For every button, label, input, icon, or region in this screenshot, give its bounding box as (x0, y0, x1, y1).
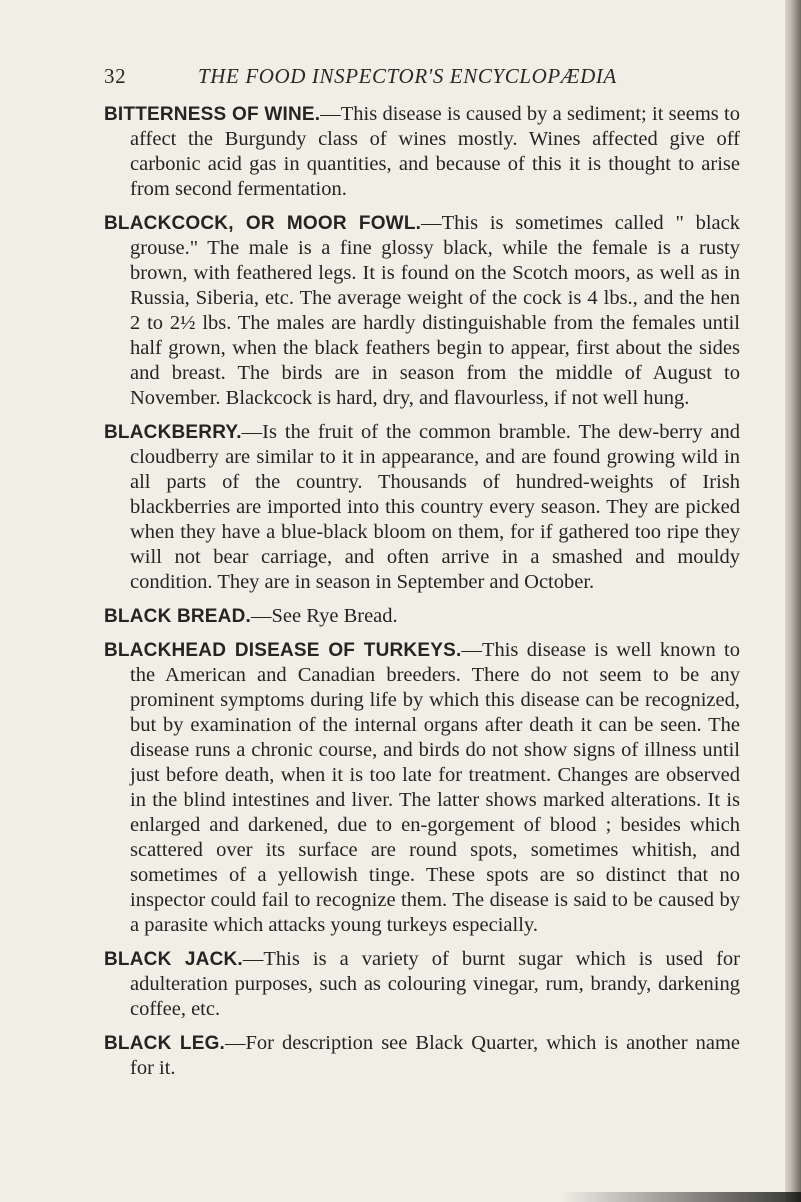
entry-headword: BLACK LEG. (104, 1033, 226, 1054)
entry-text: —This is a variety of burnt sugar which is used for adulteration purposes, such as colouring vinegar, rum, brandy, darkening coffee, etc. (130, 948, 740, 1020)
entry-text: —For description see Black Quarter, which is another name for it. (130, 1032, 740, 1079)
entry-text: —This is sometimes called " black grouse." The male is a fine glossy black, while the female is a rusty brown, with feathered legs. It is found on the Scotch moors, as well as in Russia, Siberia, etc. The average weight of the cock is 4 lbs., and the hen 2 to 2½ lbs. The males are hardly distinguishable from the females until half grown, when the black feathers begin to appear, first about the sides and breast. The birds are in season from the middle of August to November. Blackcock is hard, dry, and flavourless, if not well hung. (130, 212, 740, 409)
entry-headword: BITTERNESS OF WINE. (104, 104, 321, 125)
page-number: 32 (104, 64, 127, 88)
entry-headword: BLACKCOCK, OR MOOR FOWL. (104, 213, 422, 234)
entry-text: —This disease is well known to the American and Canadian breeders. There do not seem to be any prominent symptoms during life by which this disease can be recognized, but by examination of the internal organs after death it can be seen. The disease runs a chronic course, and birds do not show signs of illness until just before death, when it is too late for treatment. Changes are observed in the blind intestines and liver. The latter shows marked alterations. It is enlarged and darkened, due to en-gorgement of blood ; besides which scattered over its surface are round spots, sometimes whitish, and sometimes of a yellowish tinge. These spots are so distinct that no inspector could fail to recognize them. The disease is said to be caused by a parasite which attacks young turkeys especially. (130, 639, 740, 936)
entry-text: —See Rye Bread. (251, 605, 398, 627)
entry-text: —Is the fruit of the common bramble. The dew-berry and cloudberry are similar to it in appearance, and are found growing wild in all parts of the country. Thousands of hundred-weights of Irish blackberries are imported into this country every season. They are picked when they have a blue-black bloom on them, for if gathered too ripe they will not bear carriage, and often arrive in a smashed and mouldy condition. They are in season in September and October. (130, 421, 740, 593)
entry-black-bread (104, 604, 740, 629)
entry-bitterness-of-wine (104, 102, 740, 202)
entry-blackberry (104, 420, 740, 595)
running-title: THE FOOD INSPECTOR'S ENCYCLOPÆDIA (198, 64, 617, 88)
bottom-edge-shadow (560, 1192, 801, 1202)
entry-headword: BLACK JACK. (104, 949, 243, 970)
page-header (104, 64, 704, 94)
entry-headword: BLACKHEAD DISEASE OF TURKEYS. (104, 640, 462, 661)
entry-headword: BLACK BREAD. (104, 606, 252, 627)
page-edge-shadow (785, 0, 801, 1202)
entry-blackhead-disease (104, 638, 740, 938)
encyclopedia-entries (104, 102, 740, 1090)
entry-blackcock (104, 211, 740, 411)
entry-text: —This disease is caused by a sediment; it seems to affect the Burgundy class of wines mostly. Wines affected give off carbonic acid gas in quantities, and because of this it is thought to arise from second fermentation. (130, 103, 740, 200)
entry-black-jack (104, 947, 740, 1022)
entry-black-leg (104, 1031, 740, 1081)
entry-headword: BLACKBERRY. (104, 422, 242, 443)
